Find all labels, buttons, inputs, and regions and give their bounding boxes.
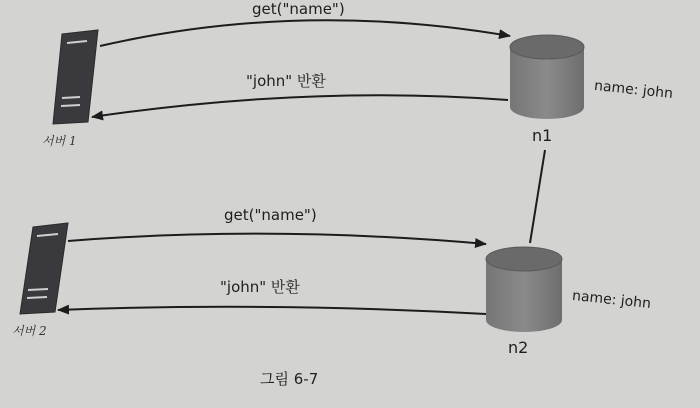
server-2-label: 서버 2 [12,324,47,338]
arrow-n2-to-server2 [58,307,486,314]
edge-label-response-2: "john" 반환 [220,278,300,296]
n2-label: n2 [508,338,529,357]
edge-label-request-2: get("name") [224,206,317,224]
figure-caption: 그림 6-7 [260,370,319,388]
edge-label-response-1: "john" 반환 [246,72,326,90]
arrow-server1-to-n1 [100,20,510,46]
n2-database-icon [486,247,562,332]
server-1-label: 서버 1 [42,134,77,148]
n2-value-note: name: john [571,287,652,313]
server-2-icon [20,223,68,314]
n1-label: n1 [532,126,553,145]
server-1-icon [53,30,98,124]
arrow-server2-to-n2 [68,234,486,244]
arrow-n1-to-server1 [92,95,508,117]
n1-n2-link [530,150,545,243]
edge-label-request-1: get("name") [252,0,345,18]
n1-database-icon [510,35,584,119]
n1-value-note: name: john [593,77,674,103]
